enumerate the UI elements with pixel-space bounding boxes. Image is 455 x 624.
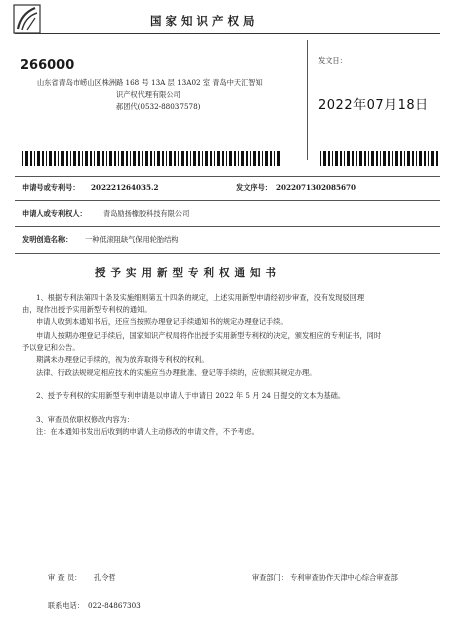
applicant-label: 申请人或专利权人：	[22, 209, 87, 218]
paragraph-3-line-1: 3、审查员依职权修改内容为：	[36, 415, 135, 424]
paragraph-2: 2、授予专利权的实用新型专利申请是以申请人于申请日 2022 年 5 月 24 日提交的文本为基础。	[36, 391, 346, 400]
postcode: 266000	[20, 58, 75, 73]
paragraph-3-line-2: 注：在本通知书发出后收到的申请人主动修改的申请文件，不予考虑。	[36, 427, 259, 436]
invention-title: 一种低滚阻缺气保用轮胎结构	[85, 235, 179, 244]
barcode-right-icon	[320, 151, 442, 166]
address-line-1: 山东省青岛市崂山区株洲路 168 号 13A 层 13A02 室 青岛中天汇智知	[37, 78, 263, 87]
cnipa-logo-icon	[13, 4, 41, 34]
invention-title-label: 发明创造名称：	[22, 235, 73, 244]
department-name: 专利审查协作天津中心综合审查部	[290, 573, 398, 582]
barcode-left-icon	[22, 151, 284, 166]
column-divider	[307, 40, 308, 160]
divider-2	[15, 200, 440, 201]
paragraph-1-line-4: 申请人按期办理登记手续后，国家知识产权局将作出授予实用新型专利权的决定，颁发相应的专利证书，同时	[36, 331, 382, 340]
application-number-label: 申请号或专利号：	[22, 183, 80, 192]
department-label: 审查部门：	[252, 573, 288, 582]
paragraph-1-line-3: 申请人收到本通知书后，还应当按照办理登记手续通知书的规定办理登记手续。	[36, 317, 288, 326]
paragraph-1-line-5: 予以登记和公告。	[22, 343, 80, 352]
paragraph-1-line-2: 由，现作出授予实用新型专利权的通知。	[22, 305, 152, 314]
phone-label: 联系电话：	[48, 601, 84, 610]
address-line-3: 郝团代(0532-88037578)	[116, 102, 201, 111]
paragraph-1-line-7: 法律、行政法规规定相应技术的实施应当办理批准、登记等手续的，应依照其规定办理。	[36, 368, 317, 377]
examiner-label: 审 查 员：	[48, 573, 82, 582]
address-line-2: 识产权代理有限公司	[116, 90, 181, 99]
divider-3	[15, 226, 440, 227]
phone-number: 022-84867303	[88, 601, 141, 610]
header-divider	[15, 33, 440, 34]
divider-1	[15, 176, 440, 177]
office-title: 国家知识产权局	[150, 14, 259, 28]
serial-number: 2022071302085670	[276, 183, 357, 192]
dispatch-date: 2022年07月18日	[318, 98, 429, 113]
serial-number-label: 发文序号：	[236, 183, 272, 192]
application-number: 202221264035.2	[91, 183, 159, 192]
dispatch-date-label: 发文日：	[318, 56, 347, 65]
applicant-name: 青岛励扬橡胶科技有限公司	[103, 209, 190, 218]
paragraph-1-line-6: 期满未办理登记手续的，视为放弃取得专利权的权利。	[36, 355, 209, 364]
examiner-name: 孔令哲	[94, 573, 116, 582]
paragraph-1-line-1: 1、根据专利法第四十条及实施细则第五十四条的规定，上述实用新型申请经初步审查，没有发现驳回理	[36, 293, 365, 302]
notice-title: 授予实用新型专利权通知书	[95, 267, 281, 279]
divider-4	[15, 253, 440, 254]
